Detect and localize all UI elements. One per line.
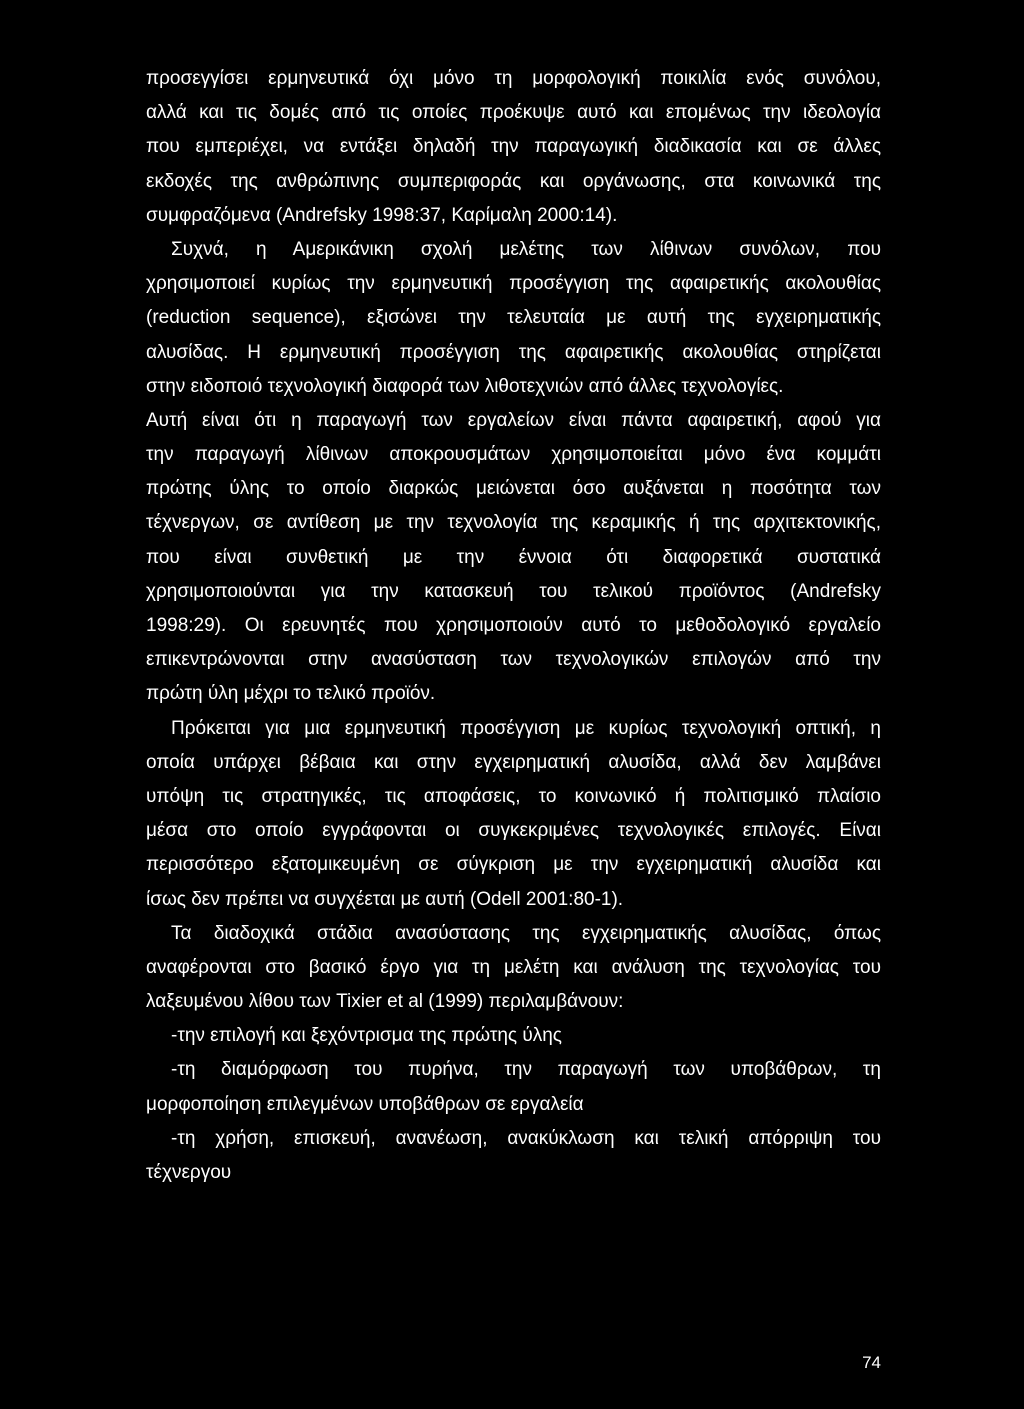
document-body [146,62,881,1190]
text-line: χρησιμοποιούνται για την κατασκευή του τελικού προϊόντος (Andrefsky [146,580,881,602]
text-line: Αυτή είναι ότι η παραγωγή των εργαλείων είναι πάντα αφαιρετική, αφού για [146,409,881,431]
paragraph-1 [146,62,881,712]
list-item-continuation: μορφοποίηση επιλεγμένων υποβάθρων σε εργαλεία [146,1093,584,1115]
text-line: προσεγγίσει ερμηνευτικά όχι μόνο τη μορφολογική ποικιλία ενός συνόλου, [146,68,881,89]
text-line: που είναι συνθετική με την έννοια ότι διαφορετικά συστατικά [146,546,881,568]
list-item-continuation: τέχνεργου [146,1162,232,1183]
text-line: στην ειδοποιό τεχνολογική διαφορά των λιθοτεχνιών από άλλες τεχνολογίες. [146,375,784,397]
text-line: αλλά και τις δομές από τις οποίες προέκυψε αυτό και επομένως την ιδεολογία [146,102,881,124]
list-item: -την επιλογή και ξεχόντρισμα της πρώτης ύλης [171,1025,562,1047]
text-line: (reduction sequence), εξισώνει την τελευταία με αυτή της εγχειρηματικής [146,307,881,329]
text-line: επικεντρώνονται στην ανασύσταση των τεχνολογικών επιλογών από την [146,649,881,671]
text-line: υπόψη τις στρατηγικές, τις αποφάσεις, το κοινωνικό ή πολιτισμικό πλαίσιο [146,785,881,807]
text-line: περισσότερο εξατομικευμένη σε σύγκριση με την εγχειρηματική αλυσίδα και [146,854,881,876]
text-line: εκδοχές της ανθρώπινης συμπεριφοράς και οργάνωσης, στα κοινωνικά της [146,170,881,192]
text-line: λαξευμένου λίθου των Tixier et al (1999) περιλαμβάνουν: [146,991,624,1013]
stages-list [146,1019,881,1190]
text-line: Τα διαδοχικά στάδια ανασύστασης της εγχειρηματικής αλυσίδας, όπως [171,922,881,944]
text-line: 1998:29). Οι ερευνητές που χρησιμοποιούν αυτό το μεθοδολογικό εργαλείο [146,615,881,636]
text-line: πρώτη ύλη μέχρι το τελικό προϊόν. [146,683,436,705]
text-line: αλυσίδας. Η ερμηνευτική προσέγγιση της αφαιρετικής ακολουθίας στηρίζεται [146,341,881,363]
text-line: την παραγωγή λίθινων αποκρουσμάτων χρησιμοποιείται μόνο ένα κομμάτι [146,444,881,466]
page-number: 74 [862,1353,881,1372]
text-line: μέσα στο οποίο εγγράφονται οι συγκεκριμένες τεχνολογικές επιλογές. Είναι [146,820,881,842]
text-line: τέχνεργων, σε αντίθεση με την τεχνολογία της κεραμικής ή της αρχιτεκτονικής, [146,512,881,534]
list-item: -τη χρήση, επισκευή, ανανέωση, ανακύκλωση και τελική απόρριψη του [171,1127,881,1149]
text-line: Πρόκειται για μια ερμηνευτική προσέγγιση με κυρίως τεχνολογική οπτική, η [171,717,881,739]
text-line: Συχνά, η Αμερικάνικη σχολή μελέτης των λίθινων συνόλων, που [171,238,881,260]
text-line: συμφραζόμενα (Andrefsky 1998:37, Καρίμαλη 2000:14). [146,204,618,226]
text-line: που εμπεριέχει, να εντάξει δηλαδή την παραγωγική διαδικασία και σε άλλες [146,136,881,158]
text-line: ίσως δεν πρέπει να συγχέεται με αυτή (Odell 2001:80-1). [146,888,624,910]
list-item: -τη διαμόρφωση του πυρήνα, την παραγωγή των υποβάθρων, τη [171,1059,881,1081]
text-line: οποία υπάρχει βέβαια και στην εγχειρηματική αλυσίδα, αλλά δεν λαμβάνει [146,751,881,773]
text-line: χρησιμοποιεί κυρίως την ερμηνευτική προσέγγιση της αφαιρετικής ακολουθίας [146,273,881,295]
text-line: πρώτης ύλης το οποίο διαρκώς μειώνεται όσο αυξάνεται η ποσότητα των [146,478,881,500]
paragraph-3 [146,917,881,1020]
paragraph-2 [146,712,881,917]
text-line: αναφέρονται στο βασικό έργο για τη μελέτη και ανάλυση της τεχνολογίας του [146,956,881,978]
